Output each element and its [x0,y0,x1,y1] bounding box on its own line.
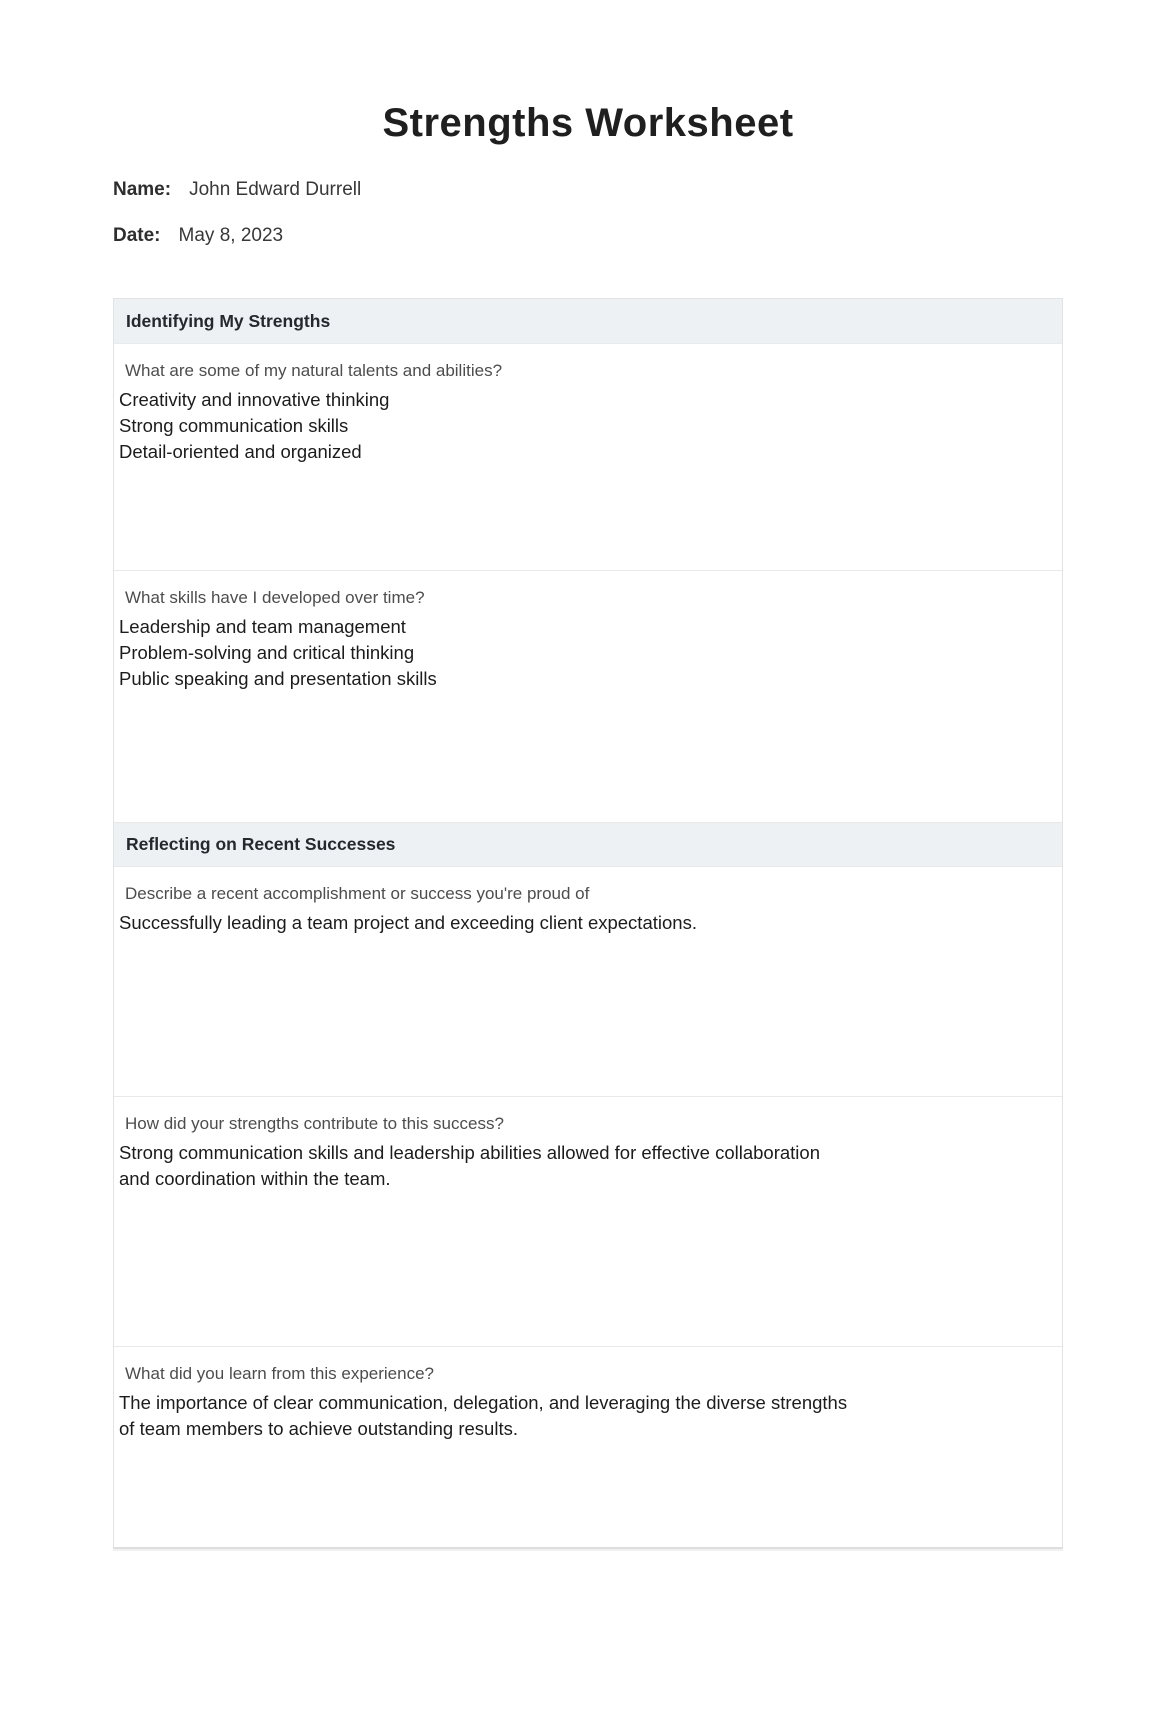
question-cell-recent-accomplishment[interactable] [114,867,1062,1096]
answer-area[interactable] [119,910,1050,936]
name-field-label: Name: [113,179,172,200]
worksheet-table [113,298,1063,1549]
answer-line: Leadership and team management [119,616,406,637]
answer-line: Creativity and innovative thinking [119,389,390,410]
answer-line: The importance of clear communication, delegation, and leveraging the diverse strengths [119,1392,848,1413]
question-text: Describe a recent accomplishment or success you're proud of [125,884,590,903]
question-text: What did you learn from this experience? [125,1364,434,1383]
page-title: Strengths Worksheet [382,101,794,145]
date-field-value[interactable]: May 8, 2023 [178,225,284,246]
name-field-value[interactable]: John Edward Durrell [189,179,362,200]
answer-line: Public speaking and presentation skills [119,668,437,689]
answer-line: Detail-oriented and organized [119,441,362,462]
answer-line: Strong communication skills and leadership abilities allowed for effective collaboration [119,1142,820,1163]
date-field-row [113,224,1063,248]
section-header-reflecting-on-recent-successes [114,822,1062,867]
date-field-label: Date: [113,225,161,246]
answer-area[interactable] [119,1390,1050,1442]
question-text: What skills have I developed over time? [125,588,425,607]
question-cell-natural-talents[interactable] [114,344,1062,570]
question-text: How did your strengths contribute to this success? [125,1114,504,1133]
worksheet-page [0,100,1176,1549]
question-cell-strengths-contribution[interactable] [114,1096,1062,1346]
answer-line: Strong communication skills [119,415,349,436]
section-header-label: Identifying My Strengths [126,310,331,331]
answer-area[interactable] [119,1140,1050,1192]
answer-area[interactable] [119,387,1050,465]
name-field-row [113,178,1063,202]
question-text: What are some of my natural talents and abilities? [125,361,503,380]
question-cell-developed-skills[interactable] [114,570,1062,822]
section-header-identifying-my-strengths [114,299,1062,344]
question-cell-lesson-learned[interactable] [114,1346,1062,1547]
answer-line: and coordination within the team. [119,1168,391,1189]
answer-line: Successfully leading a team project and exceeding client expectations. [119,912,697,933]
answer-line: of team members to achieve outstanding results. [119,1418,518,1439]
section-header-label: Reflecting on Recent Successes [126,834,396,854]
answer-line: Problem-solving and critical thinking [119,642,415,663]
answer-area[interactable] [119,614,1050,692]
